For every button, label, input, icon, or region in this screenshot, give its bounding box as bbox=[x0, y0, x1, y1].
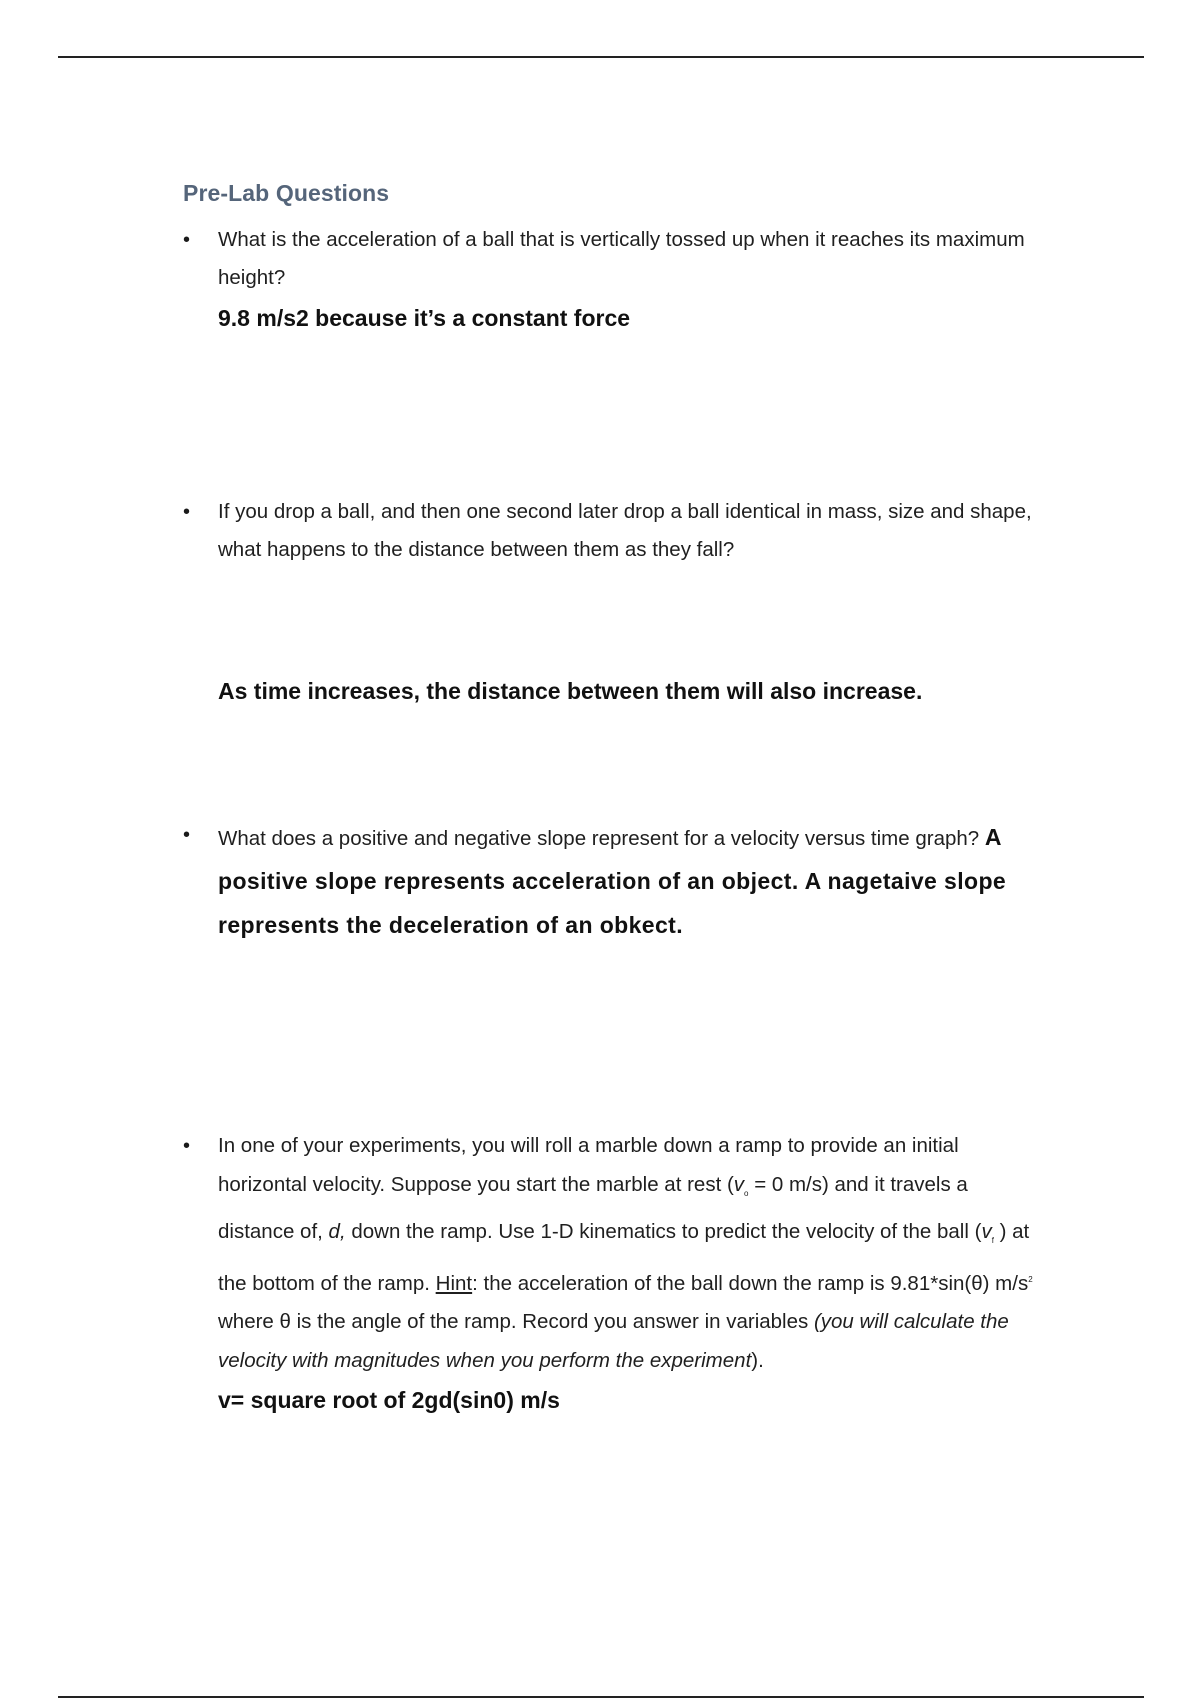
question-3-text: What does a positive and negative slope represent for a velocity versus time graph? bbox=[218, 827, 980, 850]
bullet: • bbox=[183, 501, 191, 523]
answer-2: As time increases, the distance between them will also increase. bbox=[218, 678, 923, 704]
question-2-text: If you drop a ball, and then one second later drop a ball identical in mass, size and shape, what happens to the distance between them as they fall? bbox=[218, 500, 1032, 561]
question-3 bbox=[183, 816, 1036, 948]
top-rule bbox=[58, 56, 1144, 58]
bullet: • bbox=[183, 824, 191, 846]
question-1 bbox=[183, 221, 1036, 337]
question-3-paragraph bbox=[218, 816, 1036, 948]
question-2 bbox=[183, 493, 1036, 569]
answer-1: 9.8 m/s2 because it’s a constant force bbox=[218, 305, 631, 331]
answer-4: v= square root of 2gd(sin0) m/s bbox=[218, 1387, 560, 1414]
section-title: Pre-Lab Questions bbox=[183, 180, 390, 206]
bullet: • bbox=[183, 229, 191, 251]
bullet: • bbox=[183, 1135, 191, 1157]
hint-label: Hint bbox=[435, 1271, 473, 1295]
question-1-text: What is the acceleration of a ball that is vertically tossed up when it reaches its maximum height? bbox=[218, 228, 1025, 289]
bottom-rule bbox=[58, 1696, 1144, 1698]
question-4-text: In one of your experiments, you will roll a marble down a ramp to provide an initial horizontal velocity. Suppose you start the marble at rest ($v_o = 0$ m/s) and it travels a distance of, d, down the ramp. Use 1-D kinematics to predict the velocity of the ball ($v_f$ ) at the bottom of the ramp. Hint: the acceleration of the ball down the ramp is 9.81*sin(θ) $m/s^2$ where θ is the angle of the ramp. Record you answer in variables (you will calculate the velocity with magnitudes when you perform the experiment). bbox=[218, 1134, 1033, 1372]
answer-3: A positive slope represents acceleration of an object. A nagetaive slope represents the deceleration of an obkect. bbox=[218, 824, 1007, 938]
question-4 bbox=[183, 1127, 1036, 1420]
